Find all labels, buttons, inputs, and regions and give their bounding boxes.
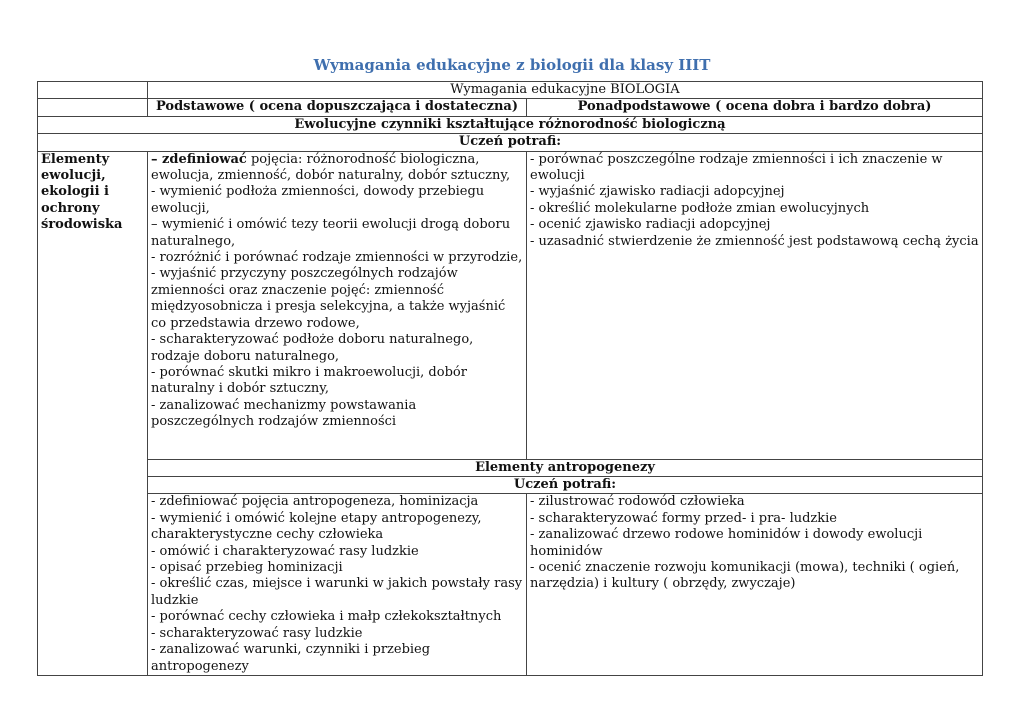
column-header-basic: Podstawowe ( ocena dopuszczająca i dostateczna): [148, 99, 527, 116]
section-title: Elementy antropogenezy: [148, 459, 983, 476]
main-header: Wymagania edukacyjne BIOLOGIA: [148, 82, 983, 99]
list-item: - scharakteryzować podłoże doboru naturalnego, rodzaje doboru naturalnego,: [151, 332, 474, 364]
table-row: [38, 494, 983, 675]
table-row: [38, 477, 983, 494]
table-row: [38, 134, 983, 151]
basic-requirements-cell: [148, 494, 527, 675]
list-item: – wymienić i omówić tezy teorii ewolucji drogą doboru naturalnego,: [151, 217, 511, 249]
list-item: - porównać skutki mikro i makroewolucji, dobór naturalny i dobór sztuczny,: [151, 364, 467, 397]
row-label: Elementy ewolucji, ekologii i ochrony środowiska: [38, 151, 148, 675]
list-item: - wymienić podłoża zmienności, dowody przebiegu ewolucji,: [151, 184, 485, 216]
list-item: - ocenić znaczenie rozwoju komunikacji (mowa), techniki ( ogień, narzędzia) i kultury ( obrzędy, zwyczaje): [530, 560, 960, 592]
advanced-requirements-cell: [527, 494, 983, 675]
basic-requirements-cell: [148, 151, 527, 459]
list-item: - wyjaśnić zjawisko radiacji adopcyjnej: [530, 184, 785, 200]
advanced-requirements-cell: [527, 151, 983, 459]
list-item: - uzasadnić stwierdzenie że zmienność jest podstawową cechą życia: [530, 233, 979, 249]
list-item: - scharakteryzować formy przed- i pra- ludzkie: [530, 510, 837, 526]
empty-cell: [38, 99, 148, 116]
list-item: [151, 152, 523, 185]
bold-keyword: – zdefiniować: [151, 151, 247, 167]
list-item: - wymienić i omówić kolejne etapy antropogenezy, charakterystyczne cechy człowieka: [151, 510, 482, 543]
list-item: - zanalizować drzewo rodowe hominidów i dowody ewolucji hominidów: [530, 527, 923, 559]
list-item: - omówić i charakteryzować rasy ludzkie: [151, 543, 419, 559]
list-item: - określić czas, miejsce i warunki w jakich powstały rasy ludzkie: [151, 576, 523, 608]
table-row: [38, 99, 983, 116]
table-row: [38, 82, 983, 99]
list-item: - porównać cechy człowieka i małp człekokształtnych: [151, 609, 502, 625]
list-item: - porównać poszczególne rodzaje zmienności i ich znaczenie w ewolucji: [530, 151, 943, 184]
list-item: - opisać przebieg hominizacji: [151, 560, 343, 576]
column-header-advanced: Ponadpodstawowe ( ocena dobra i bardzo dobra): [527, 99, 983, 116]
table-row: [38, 151, 983, 459]
list-item: - rozróżnić i porównać rodzaje zmienności w przyrodzie,: [151, 250, 523, 266]
list-item: - określić molekularne podłoże zmian ewolucyjnych: [530, 200, 870, 216]
section-subtitle: Uczeń potrafi:: [38, 134, 983, 151]
list-item: - zanalizować warunki, czynniki i przebieg antropogenezy: [151, 642, 431, 674]
table-row: [38, 116, 983, 133]
list-item: - wyjaśnić przyczyny poszczególnych rodzajów zmienności oraz znaczenie pojęć: zmienność międzyosobnicza i presja selekcyjna, a także wyjaśnić co przedstawia drzewo rodowe,: [151, 266, 506, 331]
list-item-text: pojęcia: różnorodność biologiczna, ewolucja, zmienność, dobór naturalny, dobór sztuczny,: [151, 151, 511, 184]
table-row: [38, 459, 983, 476]
document-title: Wymagania edukacyjne z biologii dla klasy IIIT: [313, 56, 711, 74]
section-subtitle: Uczeń potrafi:: [148, 477, 983, 494]
section-title: Ewolucyjne czynniki kształtujące różnorodność biologiczną: [38, 116, 983, 133]
list-item: - zilustrować rodowód człowieka: [530, 494, 745, 510]
list-item: - zdefiniować pojęcia antropogeneza, hominizacja: [151, 494, 479, 510]
requirements-table: [37, 81, 983, 676]
list-item: - scharakteryzować rasy ludzkie: [151, 625, 363, 641]
list-item: - ocenić zjawisko radiacji adopcyjnej: [530, 217, 771, 233]
list-item: - zanalizować mechanizmy powstawania poszczególnych rodzajów zmienności: [151, 397, 417, 430]
empty-cell: [38, 82, 148, 99]
